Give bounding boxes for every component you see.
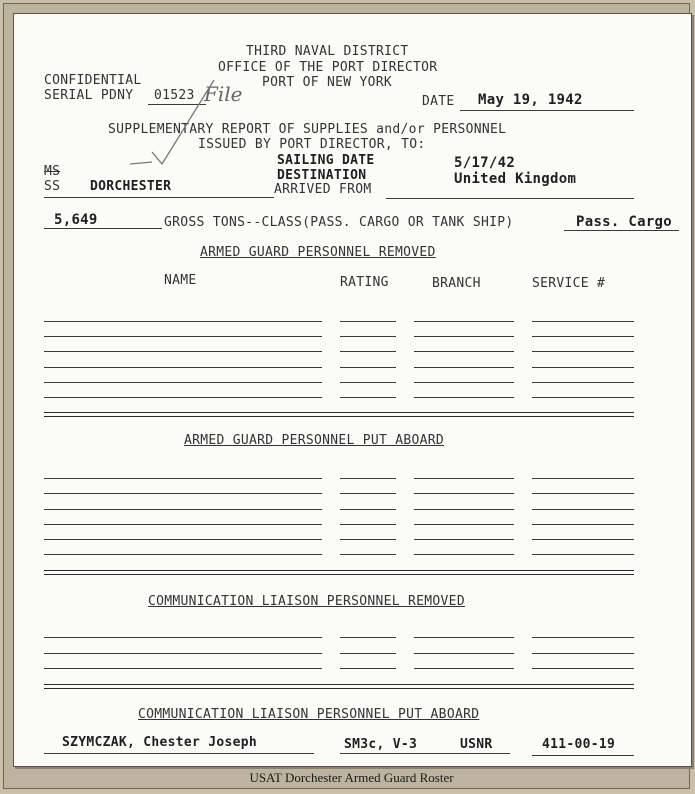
entry-service-number: 411-00-19 xyxy=(542,737,616,752)
roster-blank-line xyxy=(44,336,322,337)
roster-blank-line xyxy=(340,554,396,555)
roster-blank-line xyxy=(414,524,514,525)
roster-blank-line xyxy=(532,509,634,510)
roster-blank-line xyxy=(44,321,322,322)
roster-blank-line xyxy=(340,382,396,383)
ship-underline xyxy=(44,197,274,198)
roster-blank-line xyxy=(532,653,634,654)
section-comm-aboard-title: COMMUNICATION LIAISON PERSONNEL PUT ABOARD xyxy=(138,707,480,722)
ship-name: DORCHESTER xyxy=(90,179,172,194)
check-mark-icon xyxy=(122,74,222,174)
section-double-rule xyxy=(44,416,634,417)
roster-blank-line xyxy=(414,554,514,555)
roster-blank-line xyxy=(340,653,396,654)
port-heading: PORT OF NEW YORK xyxy=(262,75,393,90)
roster-blank-line xyxy=(340,336,396,337)
destination-value: United Kingdom xyxy=(454,171,577,187)
roster-blank-line xyxy=(532,336,634,337)
roster-blank-line xyxy=(44,478,322,479)
roster-blank-line xyxy=(532,554,634,555)
report-title-line1: SUPPLEMENTARY REPORT OF SUPPLIES and/or PERSONNEL xyxy=(108,122,507,137)
roster-blank-line xyxy=(44,554,322,555)
roster-blank-line xyxy=(44,653,322,654)
roster-blank-line xyxy=(532,668,634,669)
roster-blank-line xyxy=(532,493,634,494)
column-branch-header: BRANCH xyxy=(432,276,481,291)
roster-blank-line xyxy=(340,509,396,510)
roster-blank-line xyxy=(340,493,396,494)
entry-rating-underline xyxy=(340,753,510,754)
roster-blank-line xyxy=(414,478,514,479)
roster-blank-line xyxy=(44,668,322,669)
sailing-date-label: SAILING DATE xyxy=(277,153,375,168)
roster-blank-line xyxy=(44,524,322,525)
image-caption: USAT Dorchester Armed Guard Roster xyxy=(249,770,454,785)
entry-service-underline xyxy=(532,755,634,756)
class-value: Pass. Cargo xyxy=(576,214,673,230)
roster-blank-line xyxy=(414,493,514,494)
roster-blank-line xyxy=(44,509,322,510)
section-double-rule xyxy=(44,412,634,413)
roster-blank-line xyxy=(414,397,514,398)
section-armed-removed-title: ARMED GUARD PERSONNEL REMOVED xyxy=(200,245,436,260)
report-title-line2: ISSUED BY PORT DIRECTOR, TO: xyxy=(198,137,426,152)
district-heading: THIRD NAVAL DISTRICT xyxy=(246,44,409,59)
gross-tons-class-label: GROSS TONS--CLASS(PASS. CARGO OR TANK SHIP) xyxy=(164,215,514,230)
roster-blank-line xyxy=(532,351,634,352)
roster-blank-line xyxy=(414,367,514,368)
ship-prefix-struck: MS xyxy=(44,164,61,179)
roster-blank-line xyxy=(532,637,634,638)
roster-blank-line xyxy=(414,637,514,638)
roster-blank-line xyxy=(414,321,514,322)
image-frame xyxy=(3,3,690,789)
arrived-from-label: ARRIVED FROM xyxy=(274,182,372,197)
roster-blank-line xyxy=(414,351,514,352)
roster-blank-line xyxy=(414,382,514,383)
roster-blank-line xyxy=(532,367,634,368)
roster-blank-line xyxy=(44,539,322,540)
section-double-rule xyxy=(44,570,634,571)
handwritten-file-note: File xyxy=(204,82,243,106)
roster-blank-line xyxy=(340,321,396,322)
roster-blank-line xyxy=(532,539,634,540)
document-page xyxy=(13,13,692,767)
serial-label: SERIAL PDNY xyxy=(44,88,134,103)
ship-prefix: SS xyxy=(44,179,61,194)
roster-blank-line xyxy=(340,637,396,638)
roster-blank-line xyxy=(532,524,634,525)
roster-blank-line xyxy=(532,382,634,383)
roster-blank-line xyxy=(414,539,514,540)
sailing-date-value: 5/17/42 xyxy=(454,155,516,171)
entry-name-underline xyxy=(44,753,314,754)
roster-blank-line xyxy=(44,367,322,368)
tonnage-value: 5,649 xyxy=(54,212,98,228)
entry-rating: SM3c, V-3 xyxy=(344,737,418,752)
entry-branch: USNR xyxy=(460,737,493,752)
roster-blank-line xyxy=(414,509,514,510)
roster-blank-line xyxy=(340,478,396,479)
roster-blank-line xyxy=(340,524,396,525)
destination-label: DESTINATION xyxy=(277,168,367,183)
roster-blank-line xyxy=(340,367,396,368)
section-armed-aboard-title: ARMED GUARD PERSONNEL PUT ABOARD xyxy=(184,433,445,448)
roster-blank-line xyxy=(340,351,396,352)
roster-blank-line xyxy=(532,478,634,479)
roster-blank-line xyxy=(414,668,514,669)
arrived-underline xyxy=(386,198,634,199)
tonnage-underline xyxy=(44,228,162,229)
roster-blank-line xyxy=(44,493,322,494)
office-heading: OFFICE OF THE PORT DIRECTOR xyxy=(218,60,438,75)
serial-value: 01523 xyxy=(154,88,195,103)
column-service-header: SERVICE # xyxy=(532,276,606,291)
entry-name: SZYMCZAK, Chester Joseph xyxy=(62,735,258,750)
date-label: DATE xyxy=(422,94,455,109)
roster-blank-line xyxy=(414,336,514,337)
roster-blank-line xyxy=(340,668,396,669)
section-double-rule xyxy=(44,684,634,685)
class-underline xyxy=(564,230,679,231)
section-double-rule xyxy=(44,574,634,575)
date-value: May 19, 1942 xyxy=(478,92,583,108)
roster-blank-line xyxy=(44,382,322,383)
roster-blank-line xyxy=(532,397,634,398)
roster-blank-line xyxy=(44,351,322,352)
column-name-header: NAME xyxy=(164,273,197,288)
roster-blank-line xyxy=(532,321,634,322)
roster-blank-line xyxy=(340,397,396,398)
roster-blank-line xyxy=(414,653,514,654)
section-double-rule xyxy=(44,688,634,689)
section-comm-removed-title: COMMUNICATION LIAISON PERSONNEL REMOVED xyxy=(148,594,465,609)
roster-blank-line xyxy=(340,539,396,540)
roster-blank-line xyxy=(44,397,322,398)
date-underline xyxy=(460,110,634,111)
column-rating-header: RATING xyxy=(340,275,389,290)
roster-blank-line xyxy=(44,637,322,638)
confidential-label: CONFIDENTIAL xyxy=(44,73,142,88)
